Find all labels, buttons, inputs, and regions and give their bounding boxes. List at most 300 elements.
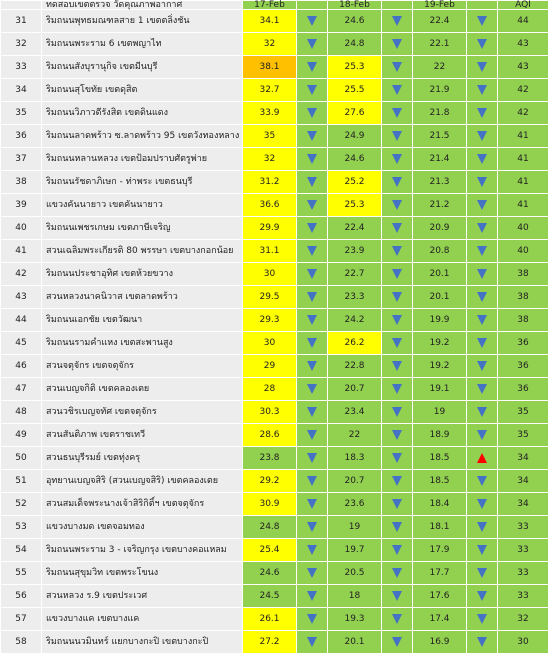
pm25-day3: 18.5 xyxy=(413,447,467,470)
aqi-value: 34 xyxy=(498,447,549,470)
trend-down-icon xyxy=(307,131,317,141)
trend-down-icon xyxy=(307,85,317,95)
trend-cell xyxy=(382,401,413,424)
pm25-day2: 25.3 xyxy=(328,56,382,79)
station-name: ริมถนนนวมินทร์ แยกบางกะปิ เขตบางกะปิ xyxy=(42,631,243,654)
trend-cell xyxy=(297,631,328,654)
table-row xyxy=(1,171,549,194)
trend-down-icon xyxy=(307,62,317,72)
trend-cell xyxy=(382,33,413,56)
station-name: ริมถนนสุขุมวิท เขตพระโขนง xyxy=(42,562,243,585)
trend-cell xyxy=(382,79,413,102)
trend-cell xyxy=(382,217,413,240)
row-number: 35 xyxy=(1,102,42,125)
pm25-day2: 22.7 xyxy=(328,263,382,286)
trend-cell xyxy=(467,401,498,424)
trend-cell xyxy=(467,240,498,263)
row-number: 49 xyxy=(1,424,42,447)
trend-down-icon xyxy=(307,591,317,601)
aqi-value: 42 xyxy=(498,79,549,102)
trend-down-icon xyxy=(307,499,317,509)
trend-cell xyxy=(297,332,328,355)
trend-down-icon xyxy=(392,338,402,348)
trend-down-icon xyxy=(477,177,487,187)
pm25-day1: 25.4 xyxy=(243,539,297,562)
row-number: 55 xyxy=(1,562,42,585)
trend-cell xyxy=(382,447,413,470)
trend-down-icon xyxy=(307,568,317,578)
pm25-day1: 29.3 xyxy=(243,309,297,332)
trend-down-icon xyxy=(307,269,317,279)
trend-cell xyxy=(297,194,328,217)
pm25-day3: 21.4 xyxy=(413,148,467,171)
table-row xyxy=(1,56,549,79)
trend-down-icon xyxy=(477,568,487,578)
pm25-day2: 20.5 xyxy=(328,562,382,585)
table-row xyxy=(1,33,549,56)
header-date-2: 18-Feb xyxy=(328,1,382,10)
table-row xyxy=(1,10,549,33)
pm25-day1: 36.6 xyxy=(243,194,297,217)
trend-cell xyxy=(297,148,328,171)
pm25-day2: 24.8 xyxy=(328,33,382,56)
pm25-day2: 20.7 xyxy=(328,378,382,401)
pm25-day2: 23.3 xyxy=(328,286,382,309)
row-number: 56 xyxy=(1,585,42,608)
aqi-value: 40 xyxy=(498,217,549,240)
row-number: 44 xyxy=(1,309,42,332)
row-number: 58 xyxy=(1,631,42,654)
trend-cell xyxy=(382,56,413,79)
pm25-day1: 34.1 xyxy=(243,10,297,33)
trend-down-icon xyxy=(392,177,402,187)
trend-down-icon xyxy=(307,384,317,394)
trend-cell xyxy=(382,309,413,332)
trend-cell xyxy=(382,539,413,562)
trend-down-icon xyxy=(307,338,317,348)
trend-down-icon xyxy=(392,614,402,624)
trend-down-icon xyxy=(392,637,402,647)
station-name: ริมถนนวิภาวดีรังสิต เขตดินแดง xyxy=(42,102,243,125)
pm25-day3: 20.1 xyxy=(413,263,467,286)
table-row xyxy=(1,631,549,654)
aqi-value: 35 xyxy=(498,401,549,424)
pm25-day1: 29 xyxy=(243,355,297,378)
trend-down-icon xyxy=(307,108,317,118)
trend-cell xyxy=(467,33,498,56)
aqi-value: 35 xyxy=(498,424,549,447)
pm25-day3: 18.1 xyxy=(413,516,467,539)
trend-down-icon xyxy=(307,522,317,532)
trend-down-icon xyxy=(477,16,487,26)
pm25-day3: 22.1 xyxy=(413,33,467,56)
trend-cell xyxy=(467,194,498,217)
pm25-day1: 31.2 xyxy=(243,171,297,194)
pm25-day3: 17.4 xyxy=(413,608,467,631)
station-name: แขวงบางมด เขตจอมทอง xyxy=(42,516,243,539)
trend-cell xyxy=(297,470,328,493)
pm25-day1: 32 xyxy=(243,148,297,171)
station-name: ริมถนนหลานหลวง เขตป้อมปราบศัตรูพ่าย xyxy=(42,148,243,171)
pm25-day1: 24.6 xyxy=(243,562,297,585)
aqi-value: 41 xyxy=(498,171,549,194)
aqi-value: 44 xyxy=(498,10,549,33)
trend-down-icon xyxy=(392,545,402,555)
row-number: 51 xyxy=(1,470,42,493)
table-row xyxy=(1,309,549,332)
station-name: สวนธนบุรีรมย์ เขตทุ่งครุ xyxy=(42,447,243,470)
pm25-day3: 21.3 xyxy=(413,171,467,194)
trend-cell xyxy=(382,148,413,171)
trend-down-icon xyxy=(307,292,317,302)
trend-cell xyxy=(382,355,413,378)
trend-cell xyxy=(382,608,413,631)
station-name: สวนหลวงนาคนิวาส เขตลาดพร้าว xyxy=(42,286,243,309)
trend-down-icon xyxy=(307,476,317,486)
trend-cell xyxy=(467,263,498,286)
trend-cell xyxy=(297,33,328,56)
trend-cell xyxy=(297,286,328,309)
row-number: 46 xyxy=(1,355,42,378)
pm25-day3: 22.4 xyxy=(413,10,467,33)
pm25-day1: 30.3 xyxy=(243,401,297,424)
trend-cell xyxy=(467,493,498,516)
row-number: 41 xyxy=(1,240,42,263)
trend-cell xyxy=(382,102,413,125)
row-number: 40 xyxy=(1,217,42,240)
trend-cell xyxy=(467,217,498,240)
station-name: สวนเฉลิมพระเกียรติ 80 พรรษา เขตบางกอกน้อย xyxy=(42,240,243,263)
header-trend-1-cell xyxy=(297,1,328,10)
trend-cell xyxy=(297,309,328,332)
station-name: แขวงบางแค เขตบางแค xyxy=(42,608,243,631)
trend-down-icon xyxy=(477,62,487,72)
trend-down-icon xyxy=(307,453,317,463)
trend-down-icon xyxy=(392,522,402,532)
station-name: ริมถนนพุทธมณฑลสาย 1 เขตตลิ่งชัน xyxy=(42,10,243,33)
aqi-value: 30 xyxy=(498,631,549,654)
row-number: 43 xyxy=(1,286,42,309)
pm25-day3: 17.6 xyxy=(413,585,467,608)
trend-cell xyxy=(467,562,498,585)
pm25-day1: 38.1 xyxy=(243,56,297,79)
trend-down-icon xyxy=(392,246,402,256)
pm25-day2: 24.6 xyxy=(328,10,382,33)
aqi-value: 36 xyxy=(498,332,549,355)
station-name: สวนเบญจกิติ เขตคลองเตย xyxy=(42,378,243,401)
header-location: ทดสอบเขตตรวจ วัดคุณภาพอากาศ xyxy=(42,1,243,10)
trend-cell xyxy=(467,516,498,539)
row-number: 53 xyxy=(1,516,42,539)
table-row xyxy=(1,585,549,608)
trend-cell xyxy=(297,424,328,447)
row-number: 32 xyxy=(1,33,42,56)
pm25-day3: 22 xyxy=(413,56,467,79)
header-date-1: 17-Feb xyxy=(243,1,297,10)
trend-cell xyxy=(382,585,413,608)
trend-down-icon xyxy=(392,223,402,233)
trend-cell xyxy=(382,125,413,148)
aqi-value: 33 xyxy=(498,516,549,539)
trend-down-icon xyxy=(392,591,402,601)
aqi-value: 40 xyxy=(498,240,549,263)
trend-cell xyxy=(297,56,328,79)
row-number: 57 xyxy=(1,608,42,631)
trend-cell xyxy=(467,286,498,309)
trend-down-icon xyxy=(477,407,487,417)
trend-down-icon xyxy=(307,39,317,49)
trend-cell xyxy=(467,148,498,171)
trend-down-icon xyxy=(307,246,317,256)
pm25-day3: 20.1 xyxy=(413,286,467,309)
header-trend-2-cell xyxy=(382,1,413,10)
trend-cell xyxy=(467,378,498,401)
trend-cell xyxy=(382,332,413,355)
trend-cell xyxy=(297,608,328,631)
trend-cell xyxy=(467,10,498,33)
trend-down-icon xyxy=(392,269,402,279)
trend-down-icon xyxy=(477,292,487,302)
pm25-day2: 22.8 xyxy=(328,355,382,378)
trend-down-icon xyxy=(392,407,402,417)
trend-down-icon xyxy=(307,637,317,647)
table-row xyxy=(1,332,549,355)
aqi-value: 33 xyxy=(498,585,549,608)
trend-down-icon xyxy=(307,16,317,26)
pm25-day2: 25.2 xyxy=(328,171,382,194)
table-body xyxy=(1,10,549,654)
pm25-day1: 26.1 xyxy=(243,608,297,631)
row-number: 50 xyxy=(1,447,42,470)
trend-cell xyxy=(297,125,328,148)
aqi-value: 42 xyxy=(498,102,549,125)
trend-down-icon xyxy=(392,568,402,578)
row-number: 48 xyxy=(1,401,42,424)
pm25-day1: 28.6 xyxy=(243,424,297,447)
pm25-day2: 23.9 xyxy=(328,240,382,263)
row-number: 42 xyxy=(1,263,42,286)
table-row xyxy=(1,217,549,240)
trend-down-icon xyxy=(392,108,402,118)
aqi-value: 34 xyxy=(498,493,549,516)
trend-cell xyxy=(297,355,328,378)
table-row xyxy=(1,79,549,102)
trend-cell xyxy=(467,102,498,125)
pm25-day2: 18.3 xyxy=(328,447,382,470)
trend-down-icon xyxy=(477,545,487,555)
station-name: สวนวชิรเบญจทัศ เขตจตุจักร xyxy=(42,401,243,424)
row-number: 34 xyxy=(1,79,42,102)
pm25-day1: 31.1 xyxy=(243,240,297,263)
pm25-day3: 19.9 xyxy=(413,309,467,332)
trend-down-icon xyxy=(477,200,487,210)
trend-cell xyxy=(382,516,413,539)
pm25-day1: 35 xyxy=(243,125,297,148)
trend-cell xyxy=(467,79,498,102)
aqi-value: 43 xyxy=(498,33,549,56)
trend-down-icon xyxy=(477,430,487,440)
trend-down-icon xyxy=(307,614,317,624)
table-row xyxy=(1,102,549,125)
pm25-day3: 17.7 xyxy=(413,562,467,585)
trend-cell xyxy=(297,217,328,240)
trend-cell xyxy=(297,447,328,470)
pm25-day2: 26.2 xyxy=(328,332,382,355)
row-number: 36 xyxy=(1,125,42,148)
trend-down-icon xyxy=(307,361,317,371)
trend-down-icon xyxy=(392,384,402,394)
trend-down-icon xyxy=(307,430,317,440)
station-name: สวนหลวง ร.9 เขตประเวศ xyxy=(42,585,243,608)
table-row xyxy=(1,516,549,539)
trend-cell xyxy=(467,447,498,470)
trend-cell xyxy=(297,171,328,194)
trend-down-icon xyxy=(477,338,487,348)
trend-down-icon xyxy=(477,108,487,118)
trend-cell xyxy=(467,56,498,79)
trend-cell xyxy=(382,378,413,401)
aqi-value: 33 xyxy=(498,539,549,562)
row-number: 54 xyxy=(1,539,42,562)
pm25-day1: 29.9 xyxy=(243,217,297,240)
table-row xyxy=(1,447,549,470)
row-number: 47 xyxy=(1,378,42,401)
trend-cell xyxy=(467,309,498,332)
aqi-value: 38 xyxy=(498,286,549,309)
pm25-day1: 32.7 xyxy=(243,79,297,102)
pm25-day3: 18.9 xyxy=(413,424,467,447)
station-name: ริมถนนสังบุรานุกิจ เขตมีนบุรี xyxy=(42,56,243,79)
trend-cell xyxy=(297,102,328,125)
trend-down-icon xyxy=(477,476,487,486)
trend-cell xyxy=(297,516,328,539)
trend-cell xyxy=(382,631,413,654)
trend-cell xyxy=(382,286,413,309)
trend-down-icon xyxy=(392,39,402,49)
station-name: ริมถนนรามคำแหง เขตสะพานสูง xyxy=(42,332,243,355)
aqi-value: 32 xyxy=(498,608,549,631)
pm25-day3: 18.4 xyxy=(413,493,467,516)
trend-down-icon xyxy=(392,453,402,463)
row-number: 37 xyxy=(1,148,42,171)
pm25-day1: 30 xyxy=(243,332,297,355)
pm25-day2: 20.1 xyxy=(328,631,382,654)
trend-cell xyxy=(467,539,498,562)
table-row xyxy=(1,470,549,493)
pm25-day1: 28 xyxy=(243,378,297,401)
trend-cell xyxy=(382,424,413,447)
pm25-day2: 25.5 xyxy=(328,79,382,102)
aqi-value: 43 xyxy=(498,56,549,79)
station-name: อุทยานเบญจสิริ (สวนเบญจสิริ) เขตคลองเตย xyxy=(42,470,243,493)
pm25-day3: 19.1 xyxy=(413,378,467,401)
pm25-day3: 19.2 xyxy=(413,355,467,378)
trend-cell xyxy=(467,608,498,631)
trend-down-icon xyxy=(392,476,402,486)
trend-cell xyxy=(467,585,498,608)
trend-cell xyxy=(467,355,498,378)
trend-cell xyxy=(297,493,328,516)
station-name: สวนจตุจักร เขตจตุจักร xyxy=(42,355,243,378)
pm25-day1: 32 xyxy=(243,33,297,56)
trend-down-icon xyxy=(392,131,402,141)
pm25-day2: 18 xyxy=(328,585,382,608)
table-row xyxy=(1,355,549,378)
trend-down-icon xyxy=(477,384,487,394)
pm25-day1: 27.2 xyxy=(243,631,297,654)
trend-cell xyxy=(297,401,328,424)
pm25-day2: 25.3 xyxy=(328,194,382,217)
trend-cell xyxy=(467,631,498,654)
trend-cell xyxy=(382,240,413,263)
station-name: ริมถนนรัชดาภิเษก - ท่าพระ เขตธนบุรี xyxy=(42,171,243,194)
trend-cell xyxy=(467,171,498,194)
trend-down-icon xyxy=(477,85,487,95)
trend-down-icon xyxy=(477,361,487,371)
pm25-day1: 30.9 xyxy=(243,493,297,516)
trend-down-icon xyxy=(307,200,317,210)
table-row xyxy=(1,378,549,401)
trend-down-icon xyxy=(392,200,402,210)
trend-cell xyxy=(467,125,498,148)
aqi-value: 38 xyxy=(498,309,549,332)
pm25-day2: 23.4 xyxy=(328,401,382,424)
table-row xyxy=(1,562,549,585)
trend-down-icon xyxy=(477,269,487,279)
pm25-day1: 23.8 xyxy=(243,447,297,470)
pm25-day3: 19 xyxy=(413,401,467,424)
row-number: 33 xyxy=(1,56,42,79)
trend-down-icon xyxy=(392,154,402,164)
station-name: แขวงคันนายาว เขตคันนายาว xyxy=(42,194,243,217)
trend-cell xyxy=(297,378,328,401)
aqi-value: 41 xyxy=(498,125,549,148)
trend-cell xyxy=(297,79,328,102)
table-row xyxy=(1,125,549,148)
trend-down-icon xyxy=(477,223,487,233)
header-date-3: 19-Feb xyxy=(413,1,467,10)
trend-cell xyxy=(382,562,413,585)
trend-down-icon xyxy=(307,223,317,233)
table-row xyxy=(1,263,549,286)
aqi-value: 36 xyxy=(498,378,549,401)
trend-cell xyxy=(382,171,413,194)
pm25-day2: 19.7 xyxy=(328,539,382,562)
pm25-day1: 30 xyxy=(243,263,297,286)
row-number: 38 xyxy=(1,171,42,194)
aqi-value: 34 xyxy=(498,470,549,493)
trend-cell xyxy=(297,240,328,263)
trend-cell xyxy=(382,493,413,516)
station-name: ริมถนนเพชรเกษม เขตภาษีเจริญ xyxy=(42,217,243,240)
header-aqi: AQI xyxy=(498,1,549,10)
pm25-day3: 16.9 xyxy=(413,631,467,654)
pm25-day3: 17.9 xyxy=(413,539,467,562)
trend-cell xyxy=(382,470,413,493)
pm25-day2: 24.6 xyxy=(328,148,382,171)
pm25-day2: 19 xyxy=(328,516,382,539)
table-row xyxy=(1,286,549,309)
trend-down-icon xyxy=(392,292,402,302)
table-row xyxy=(1,401,549,424)
trend-cell xyxy=(382,263,413,286)
station-name: ริมถนนพระราม 6 เขตพญาไท xyxy=(42,33,243,56)
table-row xyxy=(1,240,549,263)
station-name: ริมถนนลาดพร้าว ซ.ลาดพร้าว 95 เขตวังทองหลาง xyxy=(42,125,243,148)
pm25-day1: 24.8 xyxy=(243,516,297,539)
station-name: สวนสมเด็จพระนางเจ้าสิริกิติ์ฯ เขตจตุจักร xyxy=(42,493,243,516)
trend-down-icon xyxy=(307,177,317,187)
